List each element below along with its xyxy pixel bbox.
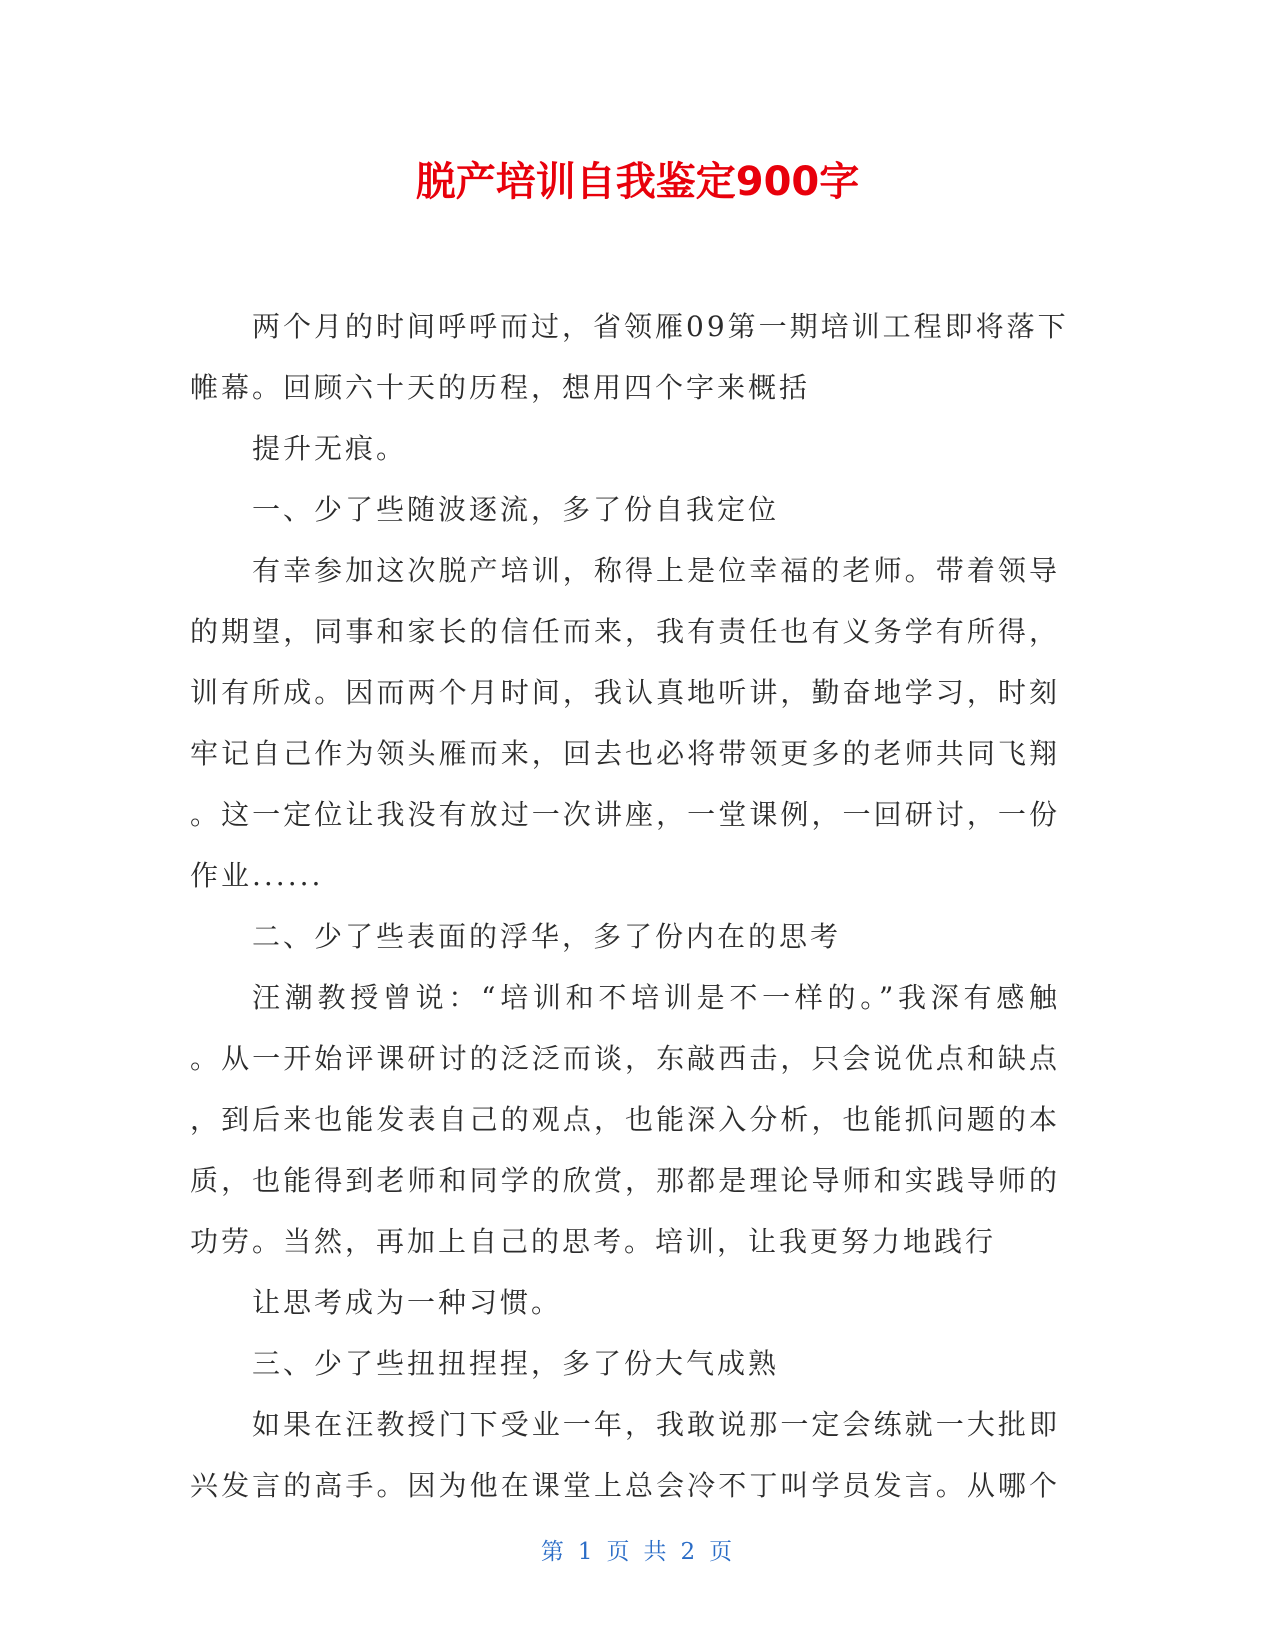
text-line: 有幸参加这次脱产培训，称得上是位幸福的老师。带着领导: [252, 554, 1060, 587]
document-body: [190, 296, 1069, 1516]
text-line: 功劳。当然，再加上自己的思考。培训，让我更努力地践行: [190, 1225, 997, 1258]
text-line: 提升无痕。: [252, 432, 408, 465]
text-line: 汪潮教授曾说：“培训和不培训是不一样的。”我深有感触: [252, 981, 1060, 1014]
text-line: 三、少了些扭扭捏捏，多了份大气成熟: [252, 1347, 780, 1380]
footer-total-label: 共: [643, 1539, 669, 1565]
text-line: 兴发言的高手。因为他在课堂上总会冷不丁叫学员发言。从哪个: [190, 1469, 1060, 1502]
text-line: 两个月的时间呼呼而过，省领雁09第一期培训工程即将落下: [252, 310, 1069, 343]
text-line: 质，也能得到老师和同学的欣赏，那都是理论导师和实践导师的: [190, 1164, 1060, 1197]
document-title: 脱产培训自我鉴定900字: [415, 159, 860, 205]
text-line: 牢记自己作为领头雁而来，回去也必将带领更多的老师共同飞翔: [190, 737, 1060, 770]
text-line: 如果在汪教授门下受业一年，我敢说那一定会练就一大批即: [252, 1408, 1060, 1441]
footer-total-unit: 页: [709, 1539, 735, 1565]
footer-page-unit: 页: [606, 1539, 632, 1565]
footer-current-page: 1: [577, 1539, 595, 1565]
footer-total-pages: 2: [680, 1539, 698, 1565]
text-line: 。这一定位让我没有放过一次讲座，一堂课例，一回研讨，一份: [190, 798, 1060, 831]
text-line: ，到后来也能发表自己的观点，也能深入分析，也能抓问题的本: [190, 1103, 1060, 1136]
page-footer: [0, 1537, 1275, 1567]
footer-page-label: 第: [540, 1539, 566, 1565]
text-line: 一、少了些随波逐流，多了份自我定位: [252, 493, 780, 526]
text-line: 作业......: [190, 859, 324, 892]
text-line: 让思考成为一种习惯。: [252, 1286, 563, 1319]
text-line: 二、少了些表面的浮华，多了份内在的思考: [252, 920, 842, 953]
text-line: 训有所成。因而两个月时间，我认真地听讲，勤奋地学习，时刻: [190, 676, 1060, 709]
text-line: 的期望，同事和家长的信任而来，我有责任也有义务学有所得，: [190, 615, 1060, 648]
text-line: 。从一开始评课研讨的泛泛而谈，东敲西击，只会说优点和缺点: [190, 1042, 1060, 1075]
text-line: 帷幕。回顾六十天的历程，想用四个字来概括: [190, 371, 811, 404]
